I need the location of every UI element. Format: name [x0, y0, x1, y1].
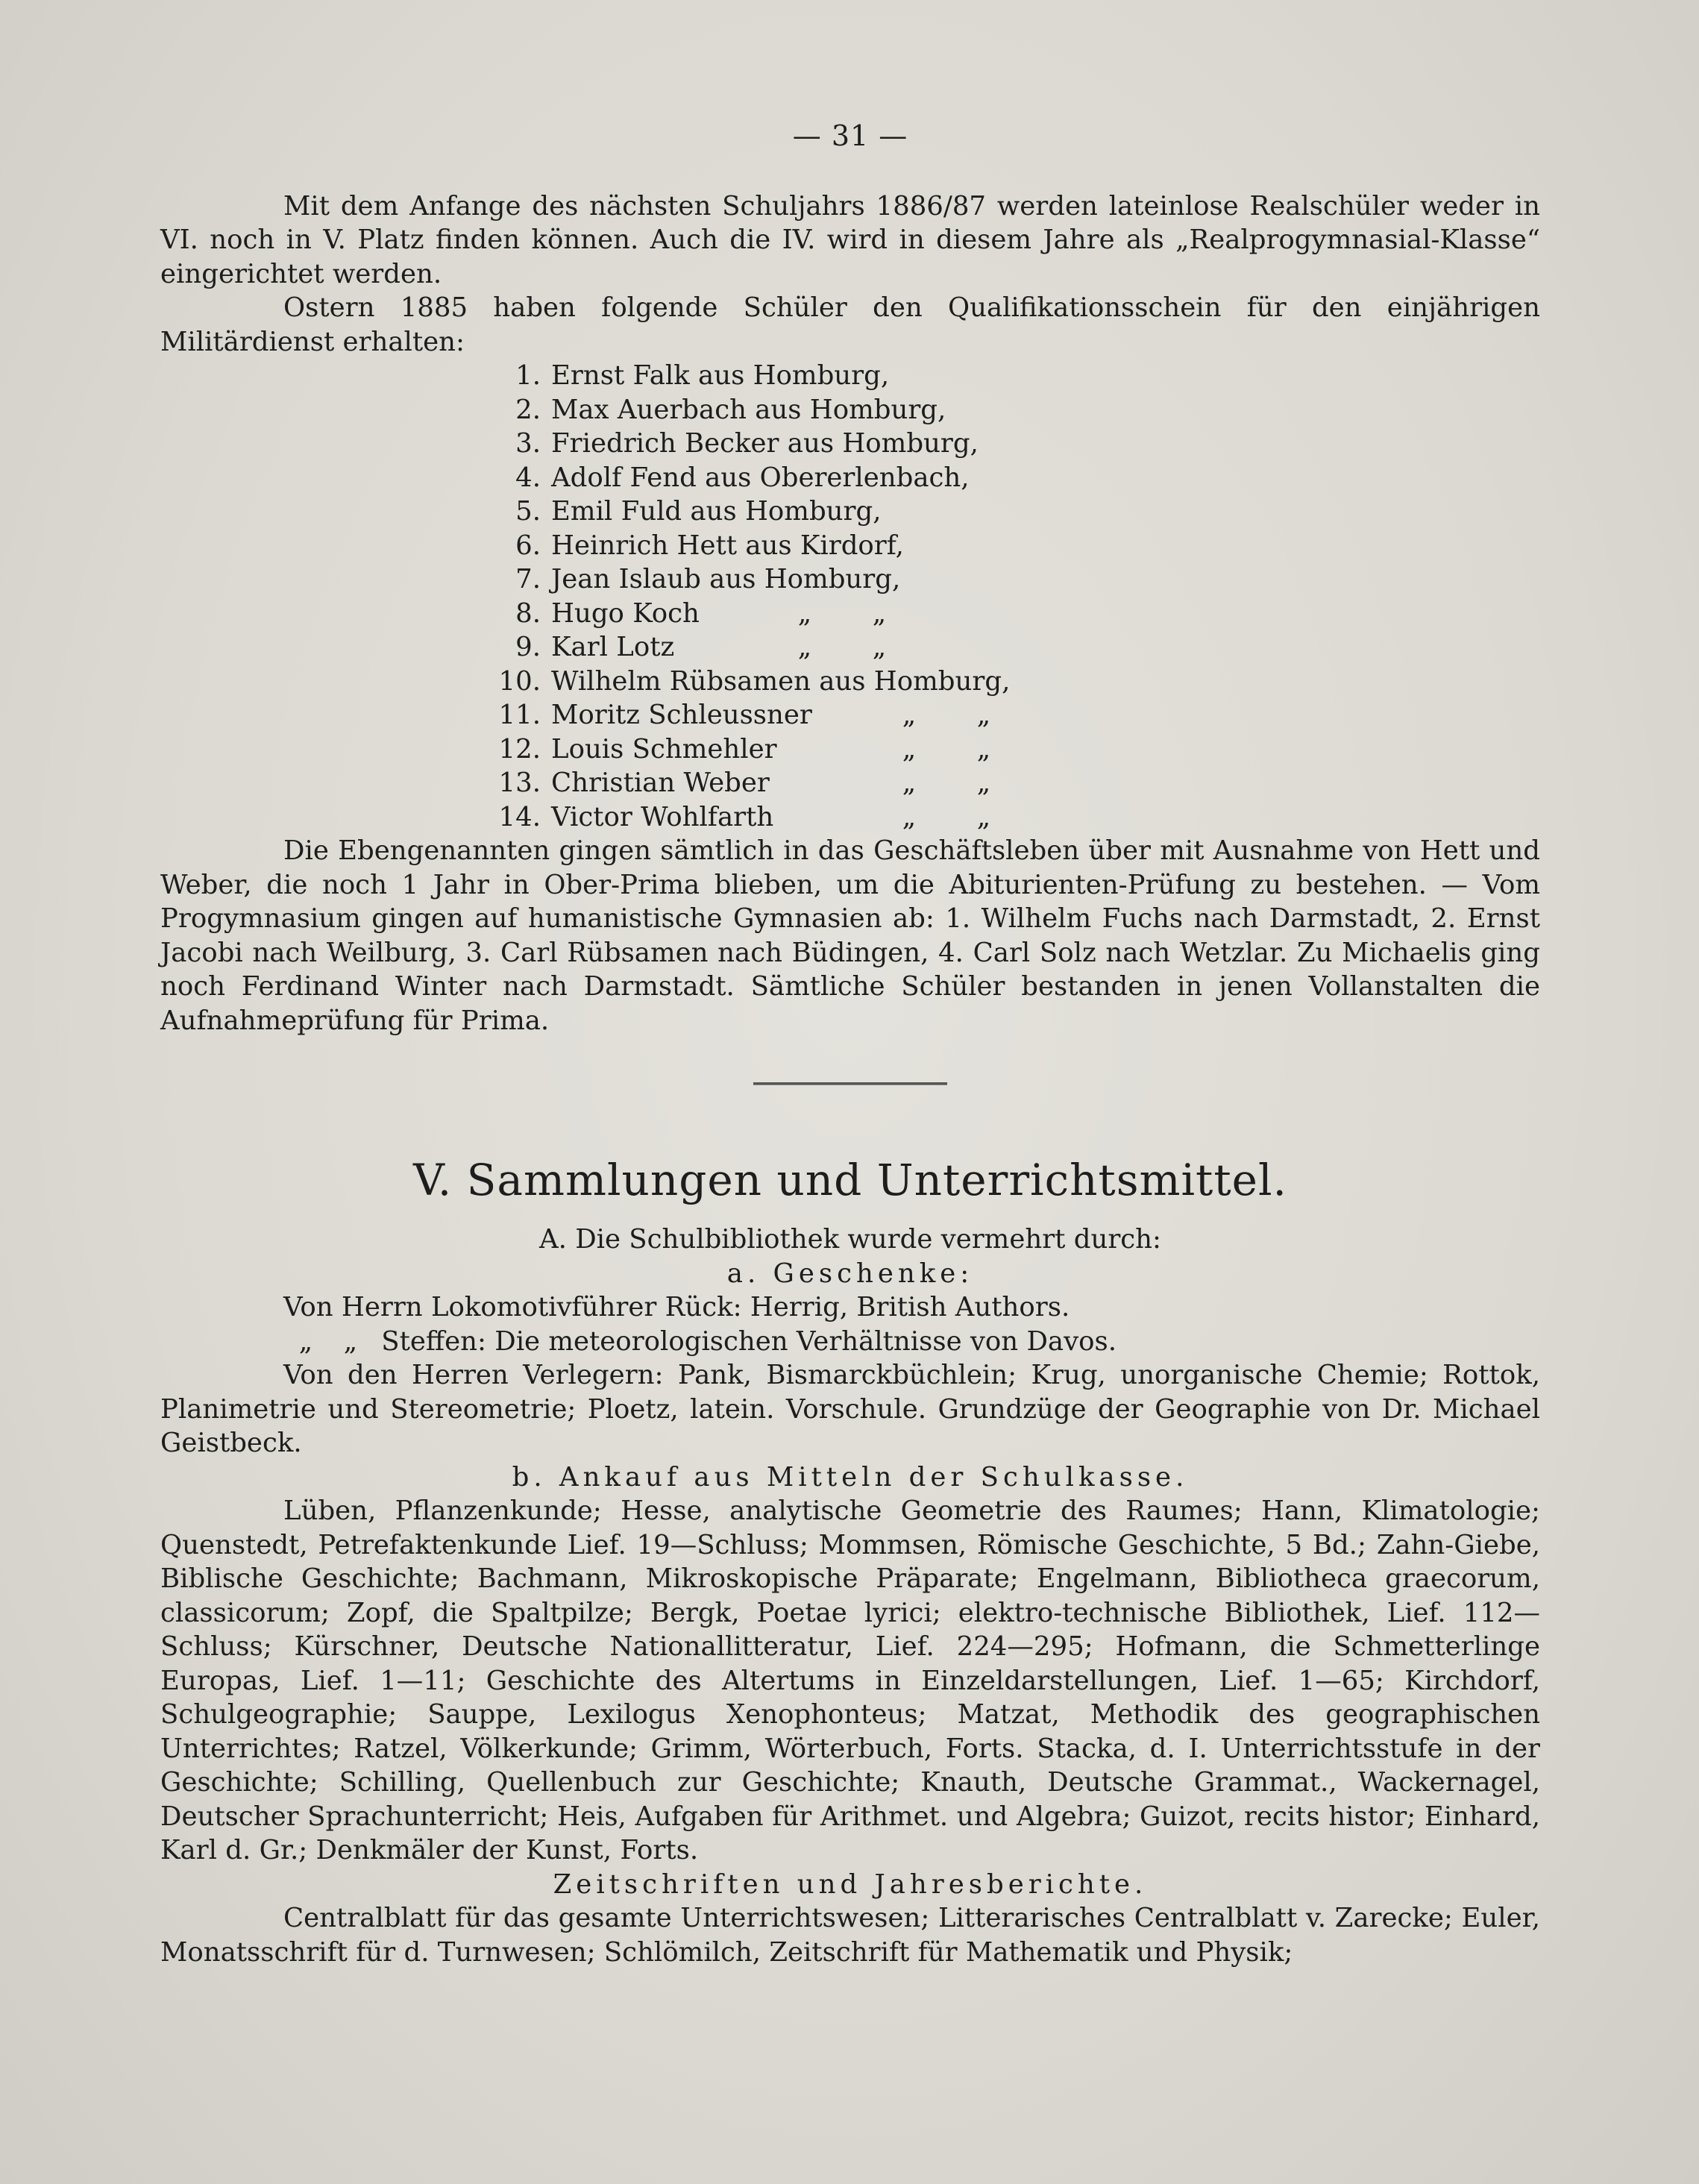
student-list — [466, 359, 1540, 834]
list-item: 3. Friedrich Becker aus Homburg, — [515, 428, 979, 459]
list-item: 2. Max Auerbach aus Homburg, — [515, 394, 946, 425]
intro-paragraph-2: Ostern 1885 haben folgende Schüler den Qualifikationsschein für den einjährigen Militärdienst erhalten: — [160, 292, 1540, 357]
list-item: 4. Adolf Fend aus Obererlenbach, — [515, 462, 970, 493]
subheading-gifts: a. Geschenke: — [726, 1258, 974, 1289]
list-item: 11. Moritz Schleussner „ „ — [498, 700, 991, 730]
subheading-purchases: b. Ankauf aus Mitteln der Schulkasse. — [512, 1461, 1189, 1493]
section-heading: V. Sammlungen und Unterrichtsmittel. — [413, 1155, 1287, 1205]
list-item: 5. Emil Fuld aus Homburg, — [515, 496, 882, 527]
journals-paragraph: Centralblatt für das gesamte Unterrichtswesen; Litterarisches Centralblatt v. Zarecke; Euler, Monatsschrift für d. Turnwesen; Schlömilch, Zeitschrift für Mathematik und Physik; — [160, 1903, 1540, 1968]
list-item: 9. Karl Lotz „ „ — [515, 632, 887, 662]
page-number: — 31 — — [792, 119, 908, 152]
page-text — [160, 119, 1540, 1969]
gift-line-1: Von Herrn Lokomotivführer Rück: Herrig, British Authors. — [283, 1292, 1070, 1322]
section-divider — [753, 1082, 947, 1085]
intro-paragraph-1: Mit dem Anfange des nächsten Schuljahrs 1886/87 werden lateinlose Realschüler weder in VI. noch in V. Platz finden können. Auch die IV. wird in diesem Jahre als „Realprogymnasial-Klasse“ eingerichtet werden. — [160, 190, 1540, 289]
list-item: 6. Heinrich Hett aus Kirdorf, — [515, 530, 904, 561]
list-item: 10. Wilhelm Rübsamen aus Homburg, — [498, 665, 1011, 697]
gift-line-3: Von den Herren Verlegern: Pank, Bismarckbüchlein; Krug, unorganische Chemie; Rottok, Planimetrie und Stereometrie; Ploetz, latein. Vorschule. Grundzüge der Geographie von Dr. Michael Geistbeck. — [160, 1360, 1540, 1458]
list-item: 14. Victor Wohlfarth „ „ — [498, 801, 991, 832]
list-item: 8. Hugo Koch „ „ — [515, 597, 887, 629]
list-item: 1. Ernst Falk aus Homburg, — [515, 360, 890, 391]
purchases-paragraph: Lüben, Pflanzenkunde; Hesse, analytische Geometrie des Raumes; Hann, Klimatologie; Quenstedt, Petrefaktenkunde Lief. 19—Schluss; Mommsen, Römische Geschichte, 5 Bd.; Zahn-Giebe, Biblische Geschichte; Bachmann, Mikroskopische Präparate; Engelmann, Bibliotheca graecorum, classicorum; Zopf, die Spaltpilze; Bergk, Poetae lyrici; elektro-technische Bibliothek, Lief. 112—Schluss; Kürschner, Deutsche Nationallitteratur, Lief. 224—295; Hofmann, die Schmetterlinge Europas, Lief. 1—11; Geschichte des Altertums in Einzeldarstellungen, Lief. 1—65; Kirchdorf, Schulgeographie; Sauppe, Lexilogus Xenophonteus; Matzat, Methodik des geographischen Unterrichtes; Ratzel, Völkerkunde; Grimm, Wörterbuch, Forts. Stacka, d. I. Unterrichtsstufe in der Geschichte; Schilling, Quellenbuch zur Geschichte; Knauth, Deutsche Grammat., Wackernagel, Deutscher Sprachunterricht; Heis, Aufgaben für Arithmet. und Algebra; Guizot, recits histor; Einhard, Karl d. Gr.; Denkmäler der Kunst, Forts. — [160, 1496, 1540, 1866]
subheading-journals: Zeitschriften und Jahresberichte. — [553, 1868, 1148, 1900]
list-item: 12. Louis Schmehler „ „ — [498, 733, 991, 765]
gift-line-2: „ „ Steffen: Die meteorologischen Verhältnisse von Davos. — [298, 1325, 1117, 1357]
list-item: 7. Jean Islaub aus Homburg, — [515, 564, 901, 594]
list-item: 13. Christian Weber „ „ — [498, 768, 991, 798]
after-list-paragraph: Die Ebengenannten gingen sämtlich in das Geschäftsleben über mit Ausnahme von Hett und Weber, die noch 1 Jahr in Ober-Prima blieben, um die Abiturienten-Prüfung zu bestehen. — Vom Progymnasium gingen auf humanistische Gymnasien ab: 1. Wilhelm Fuchs nach Darmstadt, 2. Ernst Jacobi nach Weilburg, 3. Carl Rübsamen nach Büdingen, 4. Carl Solz nach Wetzlar. Zu Michaelis ging noch Ferdinand Winter nach Darmstadt. Sämtliche Schüler bestanden in jenen Vollanstalten die Aufnahmeprüfung für Prima. — [160, 835, 1540, 1036]
subheading-a: A. Die Schulbibliothek wurde vermehrt durch: — [538, 1224, 1161, 1255]
